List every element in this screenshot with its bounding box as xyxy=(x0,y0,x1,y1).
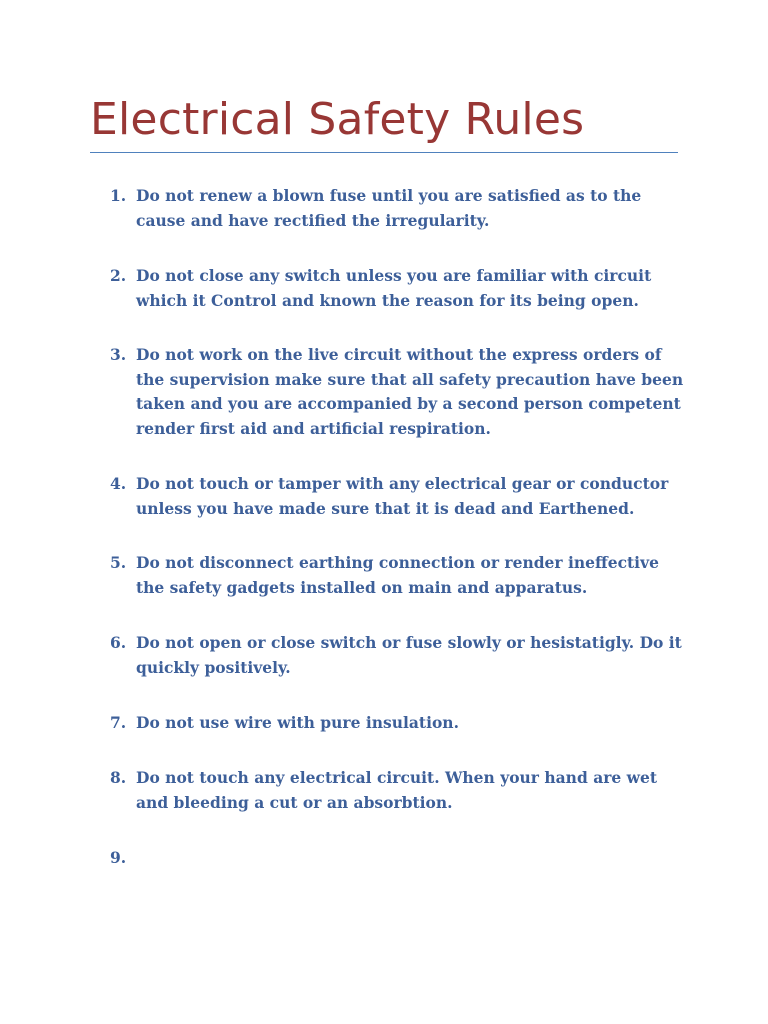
list-item-number: 1. xyxy=(110,186,127,205)
list-item-text: Do not use wire with pure insulation. xyxy=(136,713,459,732)
list-item xyxy=(110,343,690,441)
page-title: Electrical Safety Rules xyxy=(90,94,585,145)
list-item-number: 3. xyxy=(110,345,127,364)
list-item-text: Do not renew a blown fuse until you are satisfied as to the cause and have rectified the irregularity. xyxy=(136,186,642,230)
list-item-number: 2. xyxy=(110,266,127,285)
list-item-text: Do not disconnect earthing connection or render ineffective the safety gadgets installed on main and apparatus. xyxy=(136,553,659,597)
list-item xyxy=(110,184,690,233)
title-underline xyxy=(90,152,678,153)
list-item xyxy=(110,631,690,680)
list-item xyxy=(110,472,690,521)
list-item-text: Do not work on the live circuit without the express orders of the supervision make sure that all safety precaution have been taken and you are accompanied by a second person competent render first aid and artificial respiration. xyxy=(136,345,684,438)
list-item-number: 6. xyxy=(110,633,127,652)
list-item-number: 4. xyxy=(110,474,127,493)
list-item-number: 8. xyxy=(110,768,127,787)
list-item-number: 7. xyxy=(110,713,127,732)
list-item xyxy=(110,551,690,600)
list-item-number: 5. xyxy=(110,553,127,572)
list-item xyxy=(110,264,690,313)
list-item xyxy=(110,711,690,736)
list-item-number: 9. xyxy=(110,848,127,867)
list-item-text: Do not open or close switch or fuse slowly or hesistatigly. Do it quickly positively. xyxy=(136,633,682,677)
list-item-text: Do not close any switch unless you are familiar with circuit which it Control and known the reason for its being open. xyxy=(136,266,652,310)
list-item xyxy=(110,766,690,815)
list-item-text: Do not touch or tamper with any electrical gear or conductor unless you have made sure that it is dead and Earthened. xyxy=(136,474,669,518)
list-item-text: Do not touch any electrical circuit. When your hand are wet and bleeding a cut or an absorbtion. xyxy=(136,768,658,812)
